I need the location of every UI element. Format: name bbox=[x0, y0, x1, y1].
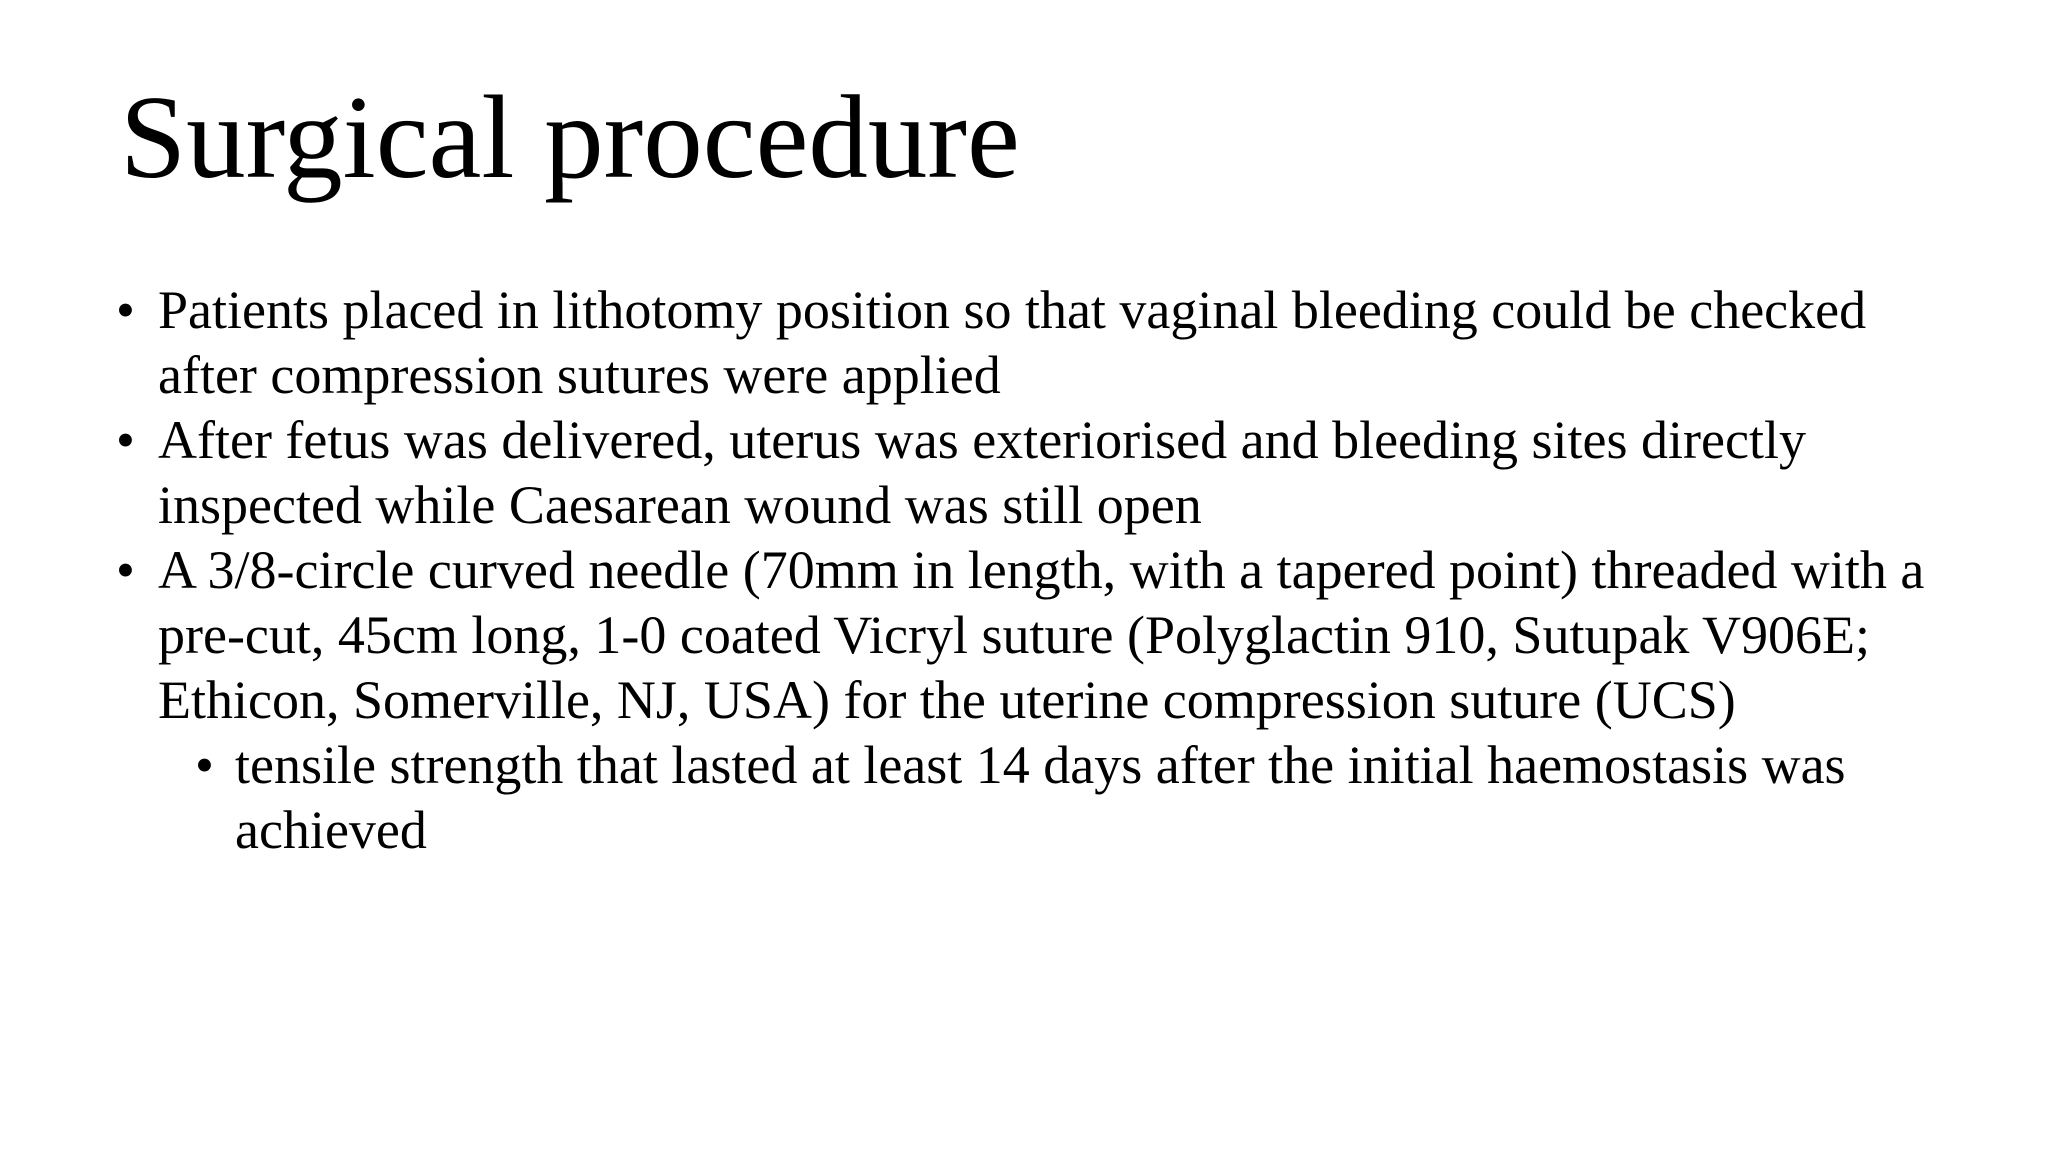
bullet-marker: • bbox=[116, 410, 135, 470]
bullet-item bbox=[116, 278, 1976, 408]
bullet-text: After fetus was delivered, uterus was exteriorised and bleeding sites directly inspected while Caesarean wound was still open bbox=[158, 410, 1806, 535]
bullet-marker: • bbox=[116, 280, 135, 340]
slide-title: Surgical procedure bbox=[120, 71, 1020, 203]
sub-bullet-text: tensile strength that lasted at least 14 days after the initial haemostasis was achieved bbox=[235, 735, 1846, 860]
bullet-text: A 3/8-circle curved needle (70mm in length, with a tapered point) threaded with a pre-cut, 45cm long, 1-0 coated Vicryl suture (Polyglactin 910, Sutupak V906E; Ethicon, Somerville, NJ, USA) for the uterine compression suture (UCS) bbox=[158, 540, 1925, 730]
sub-bullet-marker: • bbox=[195, 735, 214, 795]
bullet-text: Patients placed in lithotomy position so that vaginal bleeding could be checked after compression sutures were applied bbox=[158, 280, 1867, 405]
bullet-item bbox=[116, 538, 1976, 863]
sub-bullet-item bbox=[195, 733, 1976, 863]
sub-bullet-list bbox=[158, 733, 1976, 863]
bullet-list bbox=[116, 278, 1976, 863]
bullet-marker: • bbox=[116, 540, 135, 600]
bullet-item bbox=[116, 408, 1976, 538]
